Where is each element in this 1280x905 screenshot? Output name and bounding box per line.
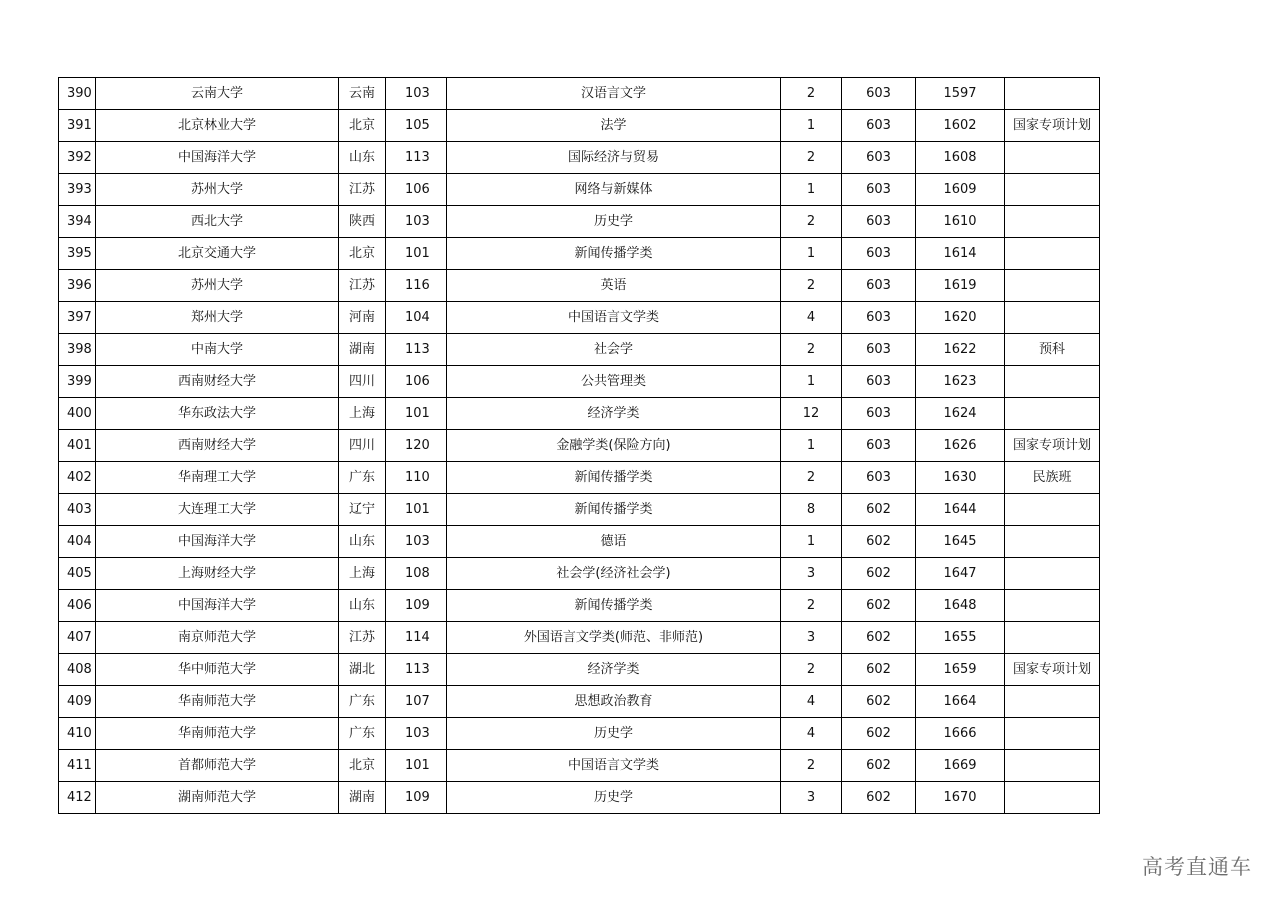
table-row [59,238,1100,270]
rank-cell: 1608 [916,142,1005,174]
university-cell: 中国海洋大学 [96,142,339,174]
province-cell: 广东 [339,462,386,494]
table-row [59,430,1100,462]
university-cell: 西北大学 [96,206,339,238]
note-cell [1005,174,1100,206]
major-cell: 思想政治教育 [447,686,781,718]
code-cell: 113 [386,654,447,686]
university-cell: 苏州大学 [96,174,339,206]
quota-cell: 1 [781,526,842,558]
province-cell: 山东 [339,526,386,558]
quota-cell: 1 [781,174,842,206]
university-cell: 苏州大学 [96,270,339,302]
quota-cell: 4 [781,686,842,718]
code-cell: 106 [386,174,447,206]
seq-cell: 405 [59,558,96,590]
rank-cell: 1620 [916,302,1005,334]
note-cell [1005,686,1100,718]
rank-cell: 1602 [916,110,1005,142]
rank-cell: 1648 [916,590,1005,622]
province-cell: 广东 [339,686,386,718]
rank-cell: 1659 [916,654,1005,686]
table-row [59,782,1100,814]
code-cell: 120 [386,430,447,462]
score-cell: 603 [842,238,916,270]
rank-cell: 1614 [916,238,1005,270]
score-cell: 602 [842,526,916,558]
university-cell: 大连理工大学 [96,494,339,526]
rank-cell: 1609 [916,174,1005,206]
note-cell: 预科 [1005,334,1100,366]
rank-cell: 1622 [916,334,1005,366]
seq-cell: 402 [59,462,96,494]
university-cell: 中国海洋大学 [96,526,339,558]
major-cell: 中国语言文学类 [447,750,781,782]
code-cell: 113 [386,142,447,174]
seq-cell: 411 [59,750,96,782]
major-cell: 外国语言文学类(师范、非师范) [447,622,781,654]
note-cell [1005,398,1100,430]
province-cell: 四川 [339,430,386,462]
rank-cell: 1619 [916,270,1005,302]
quota-cell: 3 [781,622,842,654]
rank-cell: 1644 [916,494,1005,526]
seq-cell: 392 [59,142,96,174]
seq-cell: 399 [59,366,96,398]
table-row [59,334,1100,366]
table-row [59,398,1100,430]
note-cell [1005,366,1100,398]
quota-cell: 2 [781,270,842,302]
province-cell: 山东 [339,590,386,622]
note-cell [1005,718,1100,750]
major-cell: 新闻传播学类 [447,494,781,526]
code-cell: 114 [386,622,447,654]
note-cell [1005,782,1100,814]
note-cell [1005,558,1100,590]
major-cell: 经济学类 [447,398,781,430]
table-row [59,654,1100,686]
table-row [59,686,1100,718]
seq-cell: 404 [59,526,96,558]
province-cell: 北京 [339,238,386,270]
major-cell: 汉语言文学 [447,78,781,110]
quota-cell: 12 [781,398,842,430]
major-cell: 社会学 [447,334,781,366]
score-cell: 603 [842,302,916,334]
table-row [59,526,1100,558]
seq-cell: 391 [59,110,96,142]
seq-cell: 408 [59,654,96,686]
rank-cell: 1669 [916,750,1005,782]
university-cell: 北京交通大学 [96,238,339,270]
quota-cell: 2 [781,78,842,110]
note-cell: 国家专项计划 [1005,654,1100,686]
admission-table [58,77,1100,814]
major-cell: 网络与新媒体 [447,174,781,206]
code-cell: 107 [386,686,447,718]
province-cell: 北京 [339,110,386,142]
province-cell: 广东 [339,718,386,750]
major-cell: 新闻传播学类 [447,462,781,494]
rank-cell: 1597 [916,78,1005,110]
university-cell: 云南大学 [96,78,339,110]
note-cell [1005,622,1100,654]
province-cell: 湖南 [339,334,386,366]
code-cell: 103 [386,78,447,110]
quota-cell: 2 [781,334,842,366]
major-cell: 公共管理类 [447,366,781,398]
province-cell: 陕西 [339,206,386,238]
score-cell: 603 [842,142,916,174]
code-cell: 108 [386,558,447,590]
score-cell: 603 [842,462,916,494]
quota-cell: 8 [781,494,842,526]
score-cell: 603 [842,334,916,366]
table-row [59,462,1100,494]
seq-cell: 400 [59,398,96,430]
table-row [59,110,1100,142]
code-cell: 116 [386,270,447,302]
code-cell: 101 [386,238,447,270]
table-row [59,718,1100,750]
quota-cell: 1 [781,238,842,270]
rank-cell: 1647 [916,558,1005,590]
province-cell: 北京 [339,750,386,782]
seq-cell: 412 [59,782,96,814]
university-cell: 华南师范大学 [96,718,339,750]
quota-cell: 1 [781,430,842,462]
seq-cell: 409 [59,686,96,718]
university-cell: 西南财经大学 [96,366,339,398]
rank-cell: 1610 [916,206,1005,238]
score-cell: 602 [842,590,916,622]
major-cell: 英语 [447,270,781,302]
note-cell [1005,270,1100,302]
note-cell [1005,238,1100,270]
rank-cell: 1645 [916,526,1005,558]
score-cell: 603 [842,366,916,398]
rank-cell: 1623 [916,366,1005,398]
code-cell: 106 [386,366,447,398]
score-cell: 602 [842,782,916,814]
province-cell: 江苏 [339,622,386,654]
score-cell: 602 [842,558,916,590]
code-cell: 109 [386,590,447,622]
score-cell: 602 [842,654,916,686]
university-cell: 北京林业大学 [96,110,339,142]
university-cell: 华中师范大学 [96,654,339,686]
university-cell: 华南师范大学 [96,686,339,718]
note-cell [1005,302,1100,334]
province-cell: 河南 [339,302,386,334]
province-cell: 四川 [339,366,386,398]
table-row [59,558,1100,590]
quota-cell: 2 [781,142,842,174]
rank-cell: 1670 [916,782,1005,814]
code-cell: 113 [386,334,447,366]
note-cell [1005,526,1100,558]
province-cell: 湖北 [339,654,386,686]
quota-cell: 2 [781,590,842,622]
seq-cell: 398 [59,334,96,366]
university-cell: 首都师范大学 [96,750,339,782]
major-cell: 新闻传播学类 [447,590,781,622]
seq-cell: 401 [59,430,96,462]
note-cell [1005,590,1100,622]
seq-cell: 394 [59,206,96,238]
watermark: 高考直通车 [1142,855,1252,879]
table-row [59,174,1100,206]
major-cell: 历史学 [447,782,781,814]
code-cell: 101 [386,750,447,782]
quota-cell: 2 [781,206,842,238]
table-body [59,78,1100,814]
note-cell [1005,494,1100,526]
code-cell: 101 [386,494,447,526]
province-cell: 江苏 [339,270,386,302]
seq-cell: 410 [59,718,96,750]
major-cell: 历史学 [447,718,781,750]
table-row [59,494,1100,526]
major-cell: 法学 [447,110,781,142]
quota-cell: 4 [781,302,842,334]
quota-cell: 4 [781,718,842,750]
quota-cell: 1 [781,366,842,398]
province-cell: 山东 [339,142,386,174]
major-cell: 新闻传播学类 [447,238,781,270]
quota-cell: 2 [781,654,842,686]
score-cell: 602 [842,750,916,782]
table-row [59,590,1100,622]
score-cell: 602 [842,718,916,750]
quota-cell: 3 [781,782,842,814]
table-row [59,142,1100,174]
rank-cell: 1666 [916,718,1005,750]
score-cell: 602 [842,494,916,526]
code-cell: 110 [386,462,447,494]
note-cell [1005,750,1100,782]
note-cell [1005,142,1100,174]
major-cell: 经济学类 [447,654,781,686]
major-cell: 社会学(经济社会学) [447,558,781,590]
quota-cell: 1 [781,110,842,142]
code-cell: 103 [386,526,447,558]
table-row [59,622,1100,654]
seq-cell: 406 [59,590,96,622]
rank-cell: 1630 [916,462,1005,494]
table-row [59,750,1100,782]
seq-cell: 390 [59,78,96,110]
province-cell: 辽宁 [339,494,386,526]
note-cell: 国家专项计划 [1005,430,1100,462]
table-row [59,270,1100,302]
quota-cell: 2 [781,462,842,494]
major-cell: 金融学类(保险方向) [447,430,781,462]
table-row [59,206,1100,238]
seq-cell: 403 [59,494,96,526]
quota-cell: 3 [781,558,842,590]
university-cell: 西南财经大学 [96,430,339,462]
university-cell: 湖南师范大学 [96,782,339,814]
table-row [59,366,1100,398]
province-cell: 湖南 [339,782,386,814]
note-cell [1005,206,1100,238]
university-cell: 上海财经大学 [96,558,339,590]
score-cell: 603 [842,398,916,430]
major-cell: 中国语言文学类 [447,302,781,334]
province-cell: 云南 [339,78,386,110]
university-cell: 中国海洋大学 [96,590,339,622]
code-cell: 101 [386,398,447,430]
seq-cell: 397 [59,302,96,334]
score-cell: 603 [842,110,916,142]
university-cell: 南京师范大学 [96,622,339,654]
code-cell: 103 [386,206,447,238]
province-cell: 上海 [339,398,386,430]
province-cell: 上海 [339,558,386,590]
score-cell: 603 [842,206,916,238]
rank-cell: 1624 [916,398,1005,430]
code-cell: 105 [386,110,447,142]
major-cell: 国际经济与贸易 [447,142,781,174]
score-cell: 603 [842,430,916,462]
note-cell: 民族班 [1005,462,1100,494]
rank-cell: 1655 [916,622,1005,654]
seq-cell: 393 [59,174,96,206]
note-cell [1005,78,1100,110]
note-cell: 国家专项计划 [1005,110,1100,142]
score-cell: 602 [842,686,916,718]
university-cell: 华东政法大学 [96,398,339,430]
university-cell: 中南大学 [96,334,339,366]
province-cell: 江苏 [339,174,386,206]
score-cell: 603 [842,270,916,302]
code-cell: 103 [386,718,447,750]
score-cell: 603 [842,174,916,206]
quota-cell: 2 [781,750,842,782]
seq-cell: 407 [59,622,96,654]
major-cell: 历史学 [447,206,781,238]
rank-cell: 1664 [916,686,1005,718]
code-cell: 104 [386,302,447,334]
rank-cell: 1626 [916,430,1005,462]
university-cell: 郑州大学 [96,302,339,334]
score-cell: 603 [842,78,916,110]
seq-cell: 395 [59,238,96,270]
code-cell: 109 [386,782,447,814]
score-cell: 602 [842,622,916,654]
major-cell: 德语 [447,526,781,558]
seq-cell: 396 [59,270,96,302]
table-row [59,78,1100,110]
university-cell: 华南理工大学 [96,462,339,494]
table-row [59,302,1100,334]
